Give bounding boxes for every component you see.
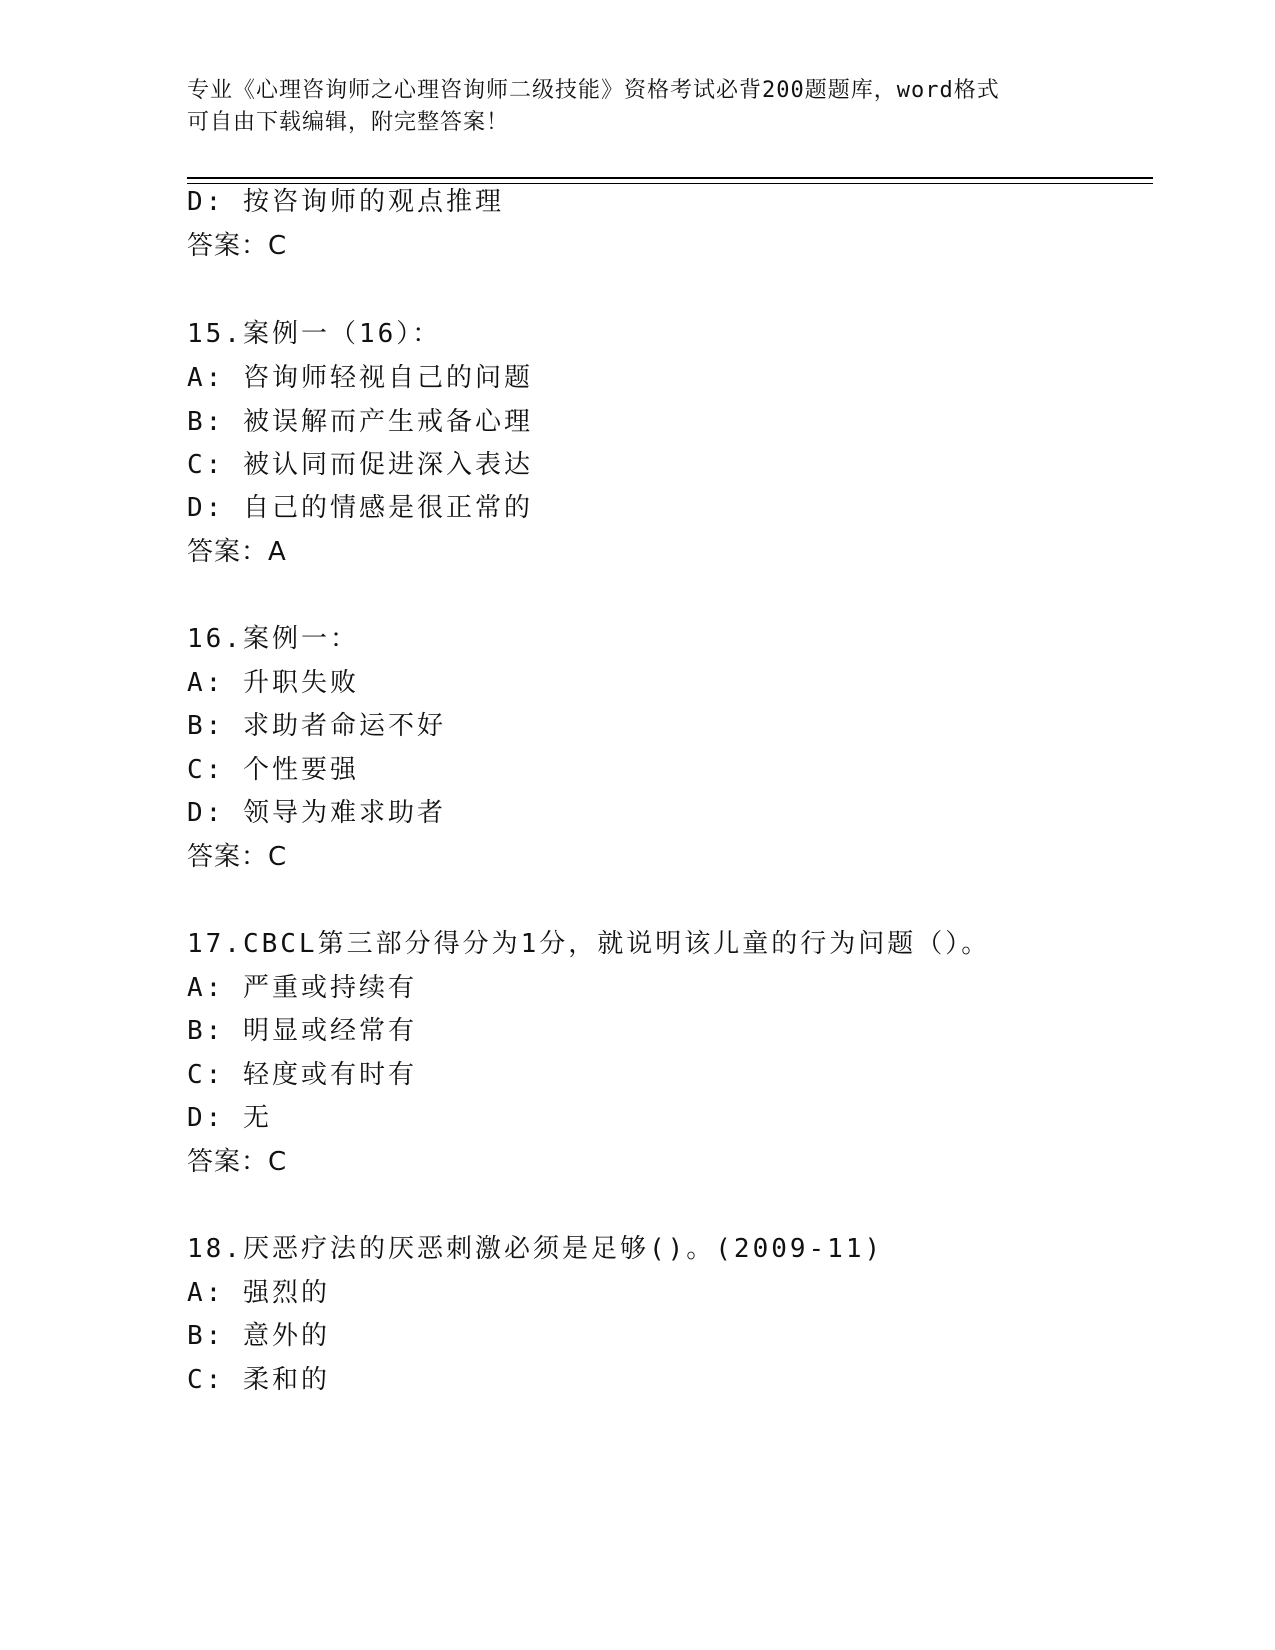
q15-option-a: A: 咨询师轻视自己的问题 (187, 363, 533, 393)
q15-title: 15.案例一（16）： (187, 319, 442, 349)
header-subtitle-line: 可自由下载编辑，附完整答案！ (187, 110, 510, 135)
q17-option-d: D: 无 (187, 1103, 272, 1133)
q16-option-c: C: 个性要强 (187, 755, 359, 785)
header-divider-thin (187, 183, 1153, 184)
q16-answer: 答案：C (187, 842, 288, 872)
q18-option-a: A: 强烈的 (187, 1278, 330, 1308)
q15-option-d: D: 自己的情感是很正常的 (187, 493, 533, 523)
header-title-line: 专业《心理咨询师之心理咨询师二级技能》资格考试必背200题题库，word格式 (187, 78, 1000, 103)
q17-option-b: B: 明显或经常有 (187, 1016, 417, 1046)
q15-option-c: C: 被认同而促进深入表达 (187, 450, 533, 480)
q16-title: 16.案例一： (187, 624, 359, 654)
document-header (187, 75, 1087, 139)
q14-option-d: D: 按咨询师的观点推理 (187, 187, 504, 217)
q16-option-d: D: 领导为难求助者 (187, 798, 446, 828)
q17-option-a: A: 严重或持续有 (187, 973, 417, 1003)
q17-answer: 答案：C (187, 1147, 288, 1177)
q16-option-a: A: 升职失败 (187, 668, 359, 698)
header-divider-thick (187, 177, 1153, 179)
q16-option-b: B: 求助者命运不好 (187, 711, 446, 741)
q15-answer: 答案：A (187, 537, 287, 567)
q17-option-c: C: 轻度或有时有 (187, 1060, 417, 1090)
q18-option-b: B: 意外的 (187, 1321, 330, 1351)
q17-title: 17.CBCL第三部分得分为1分，就说明该儿童的行为问题（）。 (187, 929, 991, 959)
q15-option-b: B: 被误解而产生戒备心理 (187, 407, 533, 437)
q18-title: 18.厌恶疗法的厌恶刺激必须是足够()。(2009-11) (187, 1234, 884, 1264)
q18-option-c: C: 柔和的 (187, 1365, 330, 1395)
q14-answer: 答案：C (187, 231, 288, 261)
